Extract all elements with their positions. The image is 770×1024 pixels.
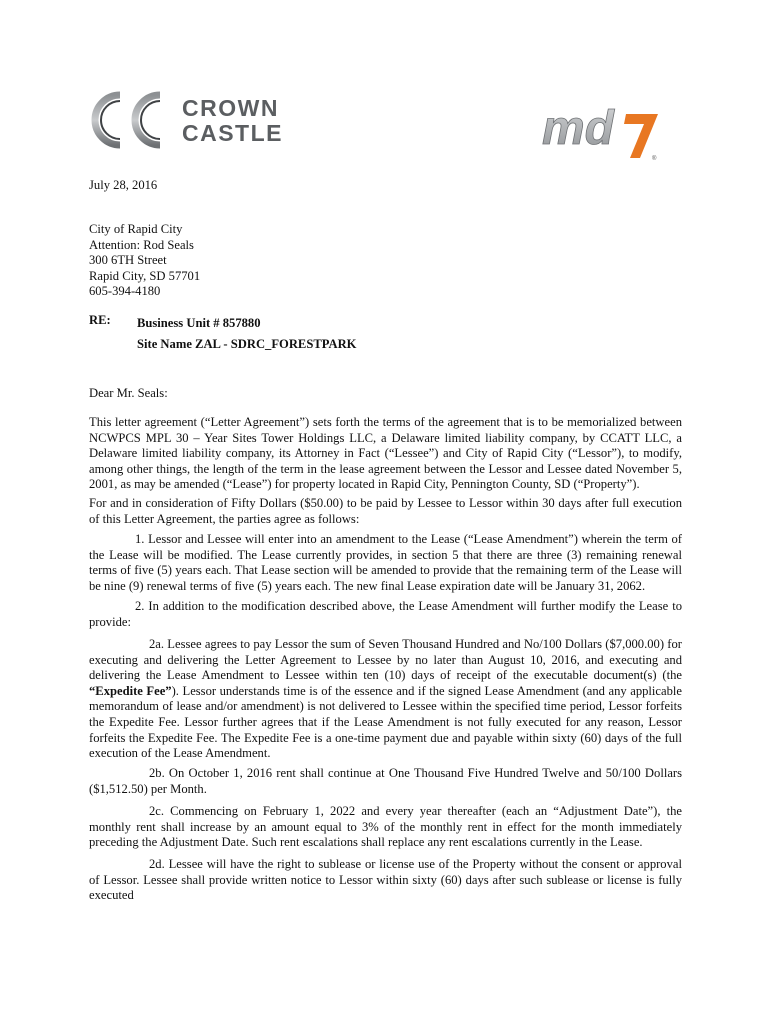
expedite-fee-term: “Expedite Fee” <box>89 683 172 698</box>
crown-castle-word-2: CASTLE <box>182 120 283 146</box>
section-1: 1. Lessor and Lessee will enter into an amendment to the Lease (“Lease Amendment”) wherein the term of the Lease will be modified. The Lease currently provides, in section 5 that there are three (3) remaining renewal terms of five (5) years each. That Lease section will be amended to provide that the remaining term of the Lease will be nine (9) renewal terms of five (5) years each. The new final Lease expiration date will be January 31, 2062. <box>89 532 682 593</box>
business-unit: Business Unit # 857880 <box>137 316 261 330</box>
svg-text:®: ® <box>652 156 657 162</box>
crown-castle-word-1: CROWN <box>182 95 279 121</box>
letter-date: July 28, 2016 <box>89 178 158 192</box>
md7-logo-mark <box>540 100 665 162</box>
address-line: 300 6TH Street <box>89 253 167 268</box>
section-2a-text: 2a. Lessee agrees to pay Lessor the sum of Seven Thousand Hundred and No/100 Dollars ($7,000.00) for executing and delivering the Letter Agreement to Lessee by no later than August 10, 2016, and executing and delivering the Lease Amendment to Lessee within ten (10) days of receipt of the executable document(s) (the <box>89 637 682 683</box>
section-2a <box>89 637 682 762</box>
address-block <box>89 222 682 300</box>
md7-logo <box>540 100 665 162</box>
body-consideration: For and in consideration of Fifty Dollars ($50.00) to be paid by Lessee to Lessor within 30 days after full execution of this Letter Agreement, the parties agree as follows: <box>89 496 682 526</box>
re-lines <box>137 313 356 355</box>
section-2: 2. In addition to the modification described above, the Lease Amendment will further modify the Lease to provide: <box>89 599 682 629</box>
section-2b: 2b. On October 1, 2016 rent shall continue at One Thousand Five Hundred Twelve and 50/100 Dollars ($1,512.50) per Month. <box>89 766 682 796</box>
crown-castle-cc-icon <box>90 90 180 150</box>
salutation: Dear Mr. Seals: <box>89 386 168 400</box>
address-line: 605-394-4180 <box>89 284 161 299</box>
address-line: Attention: Rod Seals <box>89 237 194 252</box>
body-intro: This letter agreement (“Letter Agreement”) sets forth the terms of the agreement that is to be memorialized between NCWPCS MPL 30 – Year Sites Tower Holdings LLC, a Delaware limited liability company, by CCATT LLC, a Delaware limited liability company, its Attorney in Fact (“Lessee”) and City of Rapid City (“Lessor”), to modify, among other things, the length of the term in the lease agreement between the Lessor and Lessee dated November 5, 2001, as may be amended (“Lease”) for property located in Rapid City, Pennington County, SD (“Property”). <box>89 415 682 492</box>
re-label: RE: <box>89 313 111 327</box>
svg-text:md: md <box>542 102 614 155</box>
address-line: City of Rapid City <box>89 222 183 236</box>
section-2c: 2c. Commencing on February 1, 2022 and every year thereafter (each an “Adjustment Date”), the monthly rent shall increase by an amount equal to 3% of the monthly rent in effect for the month immediately preceding the Adjustment Date. Such rent escalations shall replace any rent escalations currently in the Lease. <box>89 804 682 850</box>
crown-castle-logo <box>90 90 295 150</box>
section-2a-text-cont: ). Lessor understands time is of the essence and if the signed Lease Amendment (and any applicable memorandum of lease and/or amendment) is not delivered to Lessee within the specified time period, Lessor forfeits the Expedite Fee. Lessor further agrees that if the Lease Amendment is not fully executed for any reason, Lessor forfeits the Expedite Fee. The Expedite Fee is a one-time payment due and payable within sixty (60) days of the full execution of the Lease Amendment. <box>89 683 682 761</box>
address-line: Rapid City, SD 57701 <box>89 268 201 283</box>
section-2d: 2d. Lessee will have the right to sublease or license use of the Property without the consent or approval of Lessor. Lessee shall provide written notice to Lessor within sixty (60) days after such sublease or license is fully executed <box>89 857 682 903</box>
site-name: Site Name ZAL - SDRC_FORESTPARK <box>137 337 357 351</box>
